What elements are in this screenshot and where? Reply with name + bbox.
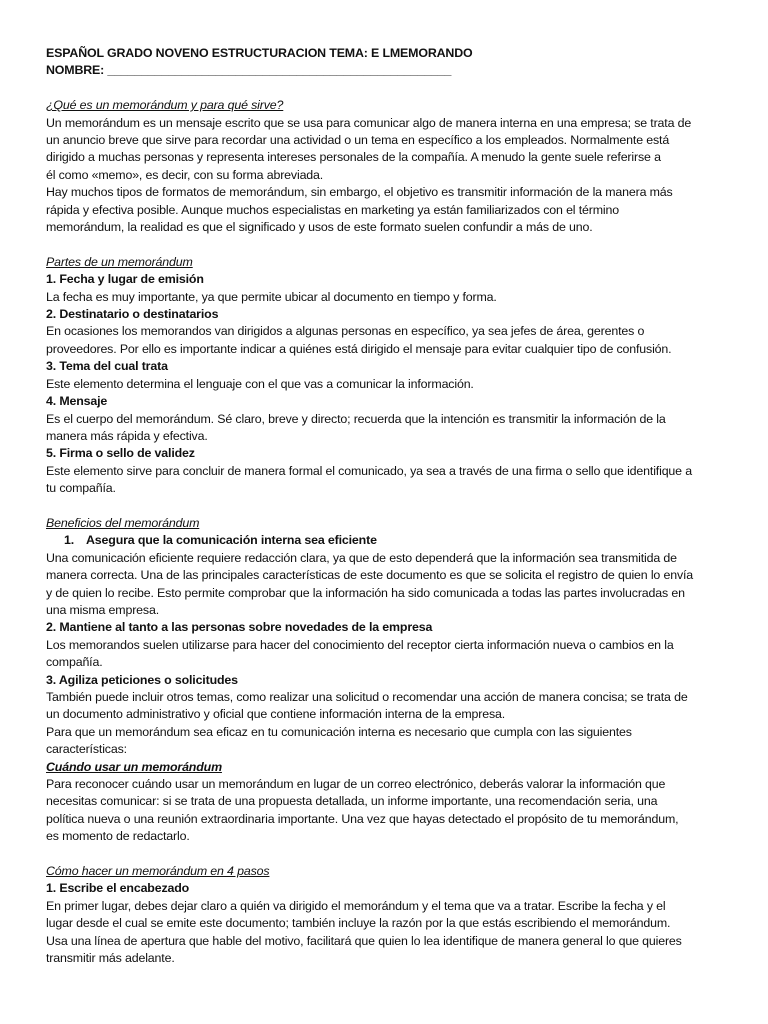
list-item-title bbox=[46, 532, 728, 549]
section-heading-como: Cómo hacer un memorándum en 4 pasos bbox=[46, 864, 270, 879]
list-item-title: 4. Mensaje bbox=[46, 394, 108, 409]
list-item-title: 1. Fecha y lugar de emisión bbox=[46, 272, 204, 287]
paragraph-line: proveedores. Por ello es importante indicar a quiénes está dirigido el mensaje para evitar cualquier tipo de confusión. bbox=[46, 341, 672, 356]
list-item-title: 5. Firma o sello de validez bbox=[46, 446, 195, 461]
paragraph-line: memorándum, la realidad es que el significado y usos de este formato suelen confundir a más de uno. bbox=[46, 220, 593, 235]
paragraph-line: necesitas comunicar: si se trata de una propuesta detallada, un informe importante, una recomendación seria, una bbox=[46, 794, 658, 809]
list-item-title: 2. Destinatario o destinatarios bbox=[46, 307, 219, 322]
paragraph-line: En ocasiones los memorandos van dirigidos a algunas personas en específico, ya sea jefes de área, gerentes o bbox=[46, 324, 645, 339]
paragraph-line: manera correcta. Una de las principales características de este documento es que se solicita el registro de quien lo envía bbox=[46, 568, 694, 583]
paragraph-line: Un memorándum es un mensaje escrito que se usa para comunicar algo de manera interna en una empresa; se trata de bbox=[46, 115, 692, 130]
paragraph-line: Para reconocer cuándo usar un memorándum en lugar de un correo electrónico, deberás valorar la información que bbox=[46, 777, 666, 792]
paragraph-line: Es el cuerpo del memorándum. Sé claro, breve y directo; recuerda que la intención es transmitir la información de la bbox=[46, 411, 666, 426]
paragraph-line: También puede incluir otros temas, como realizar una solicitud o recomendar una acción de manera concisa; se trata de bbox=[46, 689, 688, 704]
paragraph-line: Usa una línea de apertura que hable del motivo, facilitará que quien lo lea identifique de manera general lo que quieres bbox=[46, 933, 682, 948]
paragraph-line: una misma empresa. bbox=[46, 602, 159, 617]
paragraph-line: En primer lugar, debes dejar claro a quién va dirigido el memorándum y el tema que va a tratar. Escribe la fecha y el bbox=[46, 898, 666, 913]
paragraph-line: un documento administrativo y oficial que contiene información interna de la empresa. bbox=[46, 707, 506, 722]
list-item-title: 3. Tema del cual trata bbox=[46, 359, 168, 374]
paragraph-line: transmitir más adelante. bbox=[46, 951, 175, 966]
paragraph-line: es momento de redactarlo. bbox=[46, 829, 190, 844]
paragraph-line: lugar desde el cual se emite este documento; también incluye la razón por la que estás escribiendo el memorándum. bbox=[46, 916, 671, 931]
paragraph-line: él como «memo», es decir, con su forma abreviada. bbox=[46, 167, 324, 182]
paragraph-line: dirigido a muchas personas y representa intereses personales de la compañía. A menudo la gente suele referirse a bbox=[46, 150, 661, 165]
header-title: ESPAÑOL GRADO NOVENO ESTRUCTURACION TEMA: E LMEMORANDO bbox=[46, 46, 473, 60]
paragraph-line: política nueva o una reunión extraordinaria importante. Una vez que hayas detectado el propósito de tu memorándum, bbox=[46, 811, 679, 826]
section-heading-partes: Partes de un memorándum bbox=[46, 254, 193, 269]
section-heading-beneficios: Beneficios del memorándum bbox=[46, 515, 200, 530]
paragraph-line: La fecha es muy importante, ya que permite ubicar al documento en tiempo y forma. bbox=[46, 289, 497, 304]
list-item-title: 1. Escribe el encabezado bbox=[46, 881, 190, 896]
list-item-label: Asegura que la comunicación interna sea eficiente bbox=[86, 533, 377, 548]
name-field-line: NOMBRE: ___________________________________________________ bbox=[46, 63, 452, 78]
paragraph-line: características: bbox=[46, 742, 127, 757]
paragraph-line: Este elemento determina el lenguaje con el que vas a comunicar la información. bbox=[46, 376, 474, 391]
paragraph-line: Una comunicación eficiente requiere redacción clara, ya que de esto dependerá que la información sea transmitida de bbox=[46, 550, 677, 565]
section-heading-cuando: Cuándo usar un memorándum bbox=[46, 759, 222, 774]
paragraph-line: Hay muchos tipos de formatos de memorándum, sin embargo, el objetivo es transmitir información de la manera más bbox=[46, 185, 673, 200]
paragraph-line: y de quien lo recibe. Esto permite comprobar que la información ha sido comunicada a todas las partes involucradas en bbox=[46, 585, 685, 600]
paragraph-line: rápida y efectiva posible. Aunque muchos especialistas en marketing ya están familiarizados con el término bbox=[46, 202, 619, 217]
paragraph-line: manera más rápida y efectiva. bbox=[46, 428, 208, 443]
list-number: 1. bbox=[64, 533, 75, 548]
paragraph-line: un anuncio breve que sirve para recordar una actividad o un tema en específico a los empleados. Normalmente está bbox=[46, 133, 670, 148]
paragraph-line: Este elemento sirve para concluir de manera formal el comunicado, ya sea a través de una firma o sello que identifique a bbox=[46, 463, 692, 478]
list-item-title: 3. Agiliza peticiones o solicitudes bbox=[46, 672, 238, 687]
list-item-title: 2. Mantiene al tanto a las personas sobre novedades de la empresa bbox=[46, 620, 433, 635]
paragraph-line: Los memorandos suelen utilizarse para hacer del conocimiento del receptor cierta información nueva o cambios en la bbox=[46, 637, 674, 652]
paragraph-line: Para que un memorándum sea eficaz en tu comunicación interna es necesario que cumpla con las siguientes bbox=[46, 724, 632, 739]
paragraph-line: compañía. bbox=[46, 655, 103, 670]
paragraph-line: tu compañía. bbox=[46, 481, 116, 496]
section-heading-que-es: ¿Qué es un memorándum y para qué sirve? bbox=[46, 98, 284, 113]
